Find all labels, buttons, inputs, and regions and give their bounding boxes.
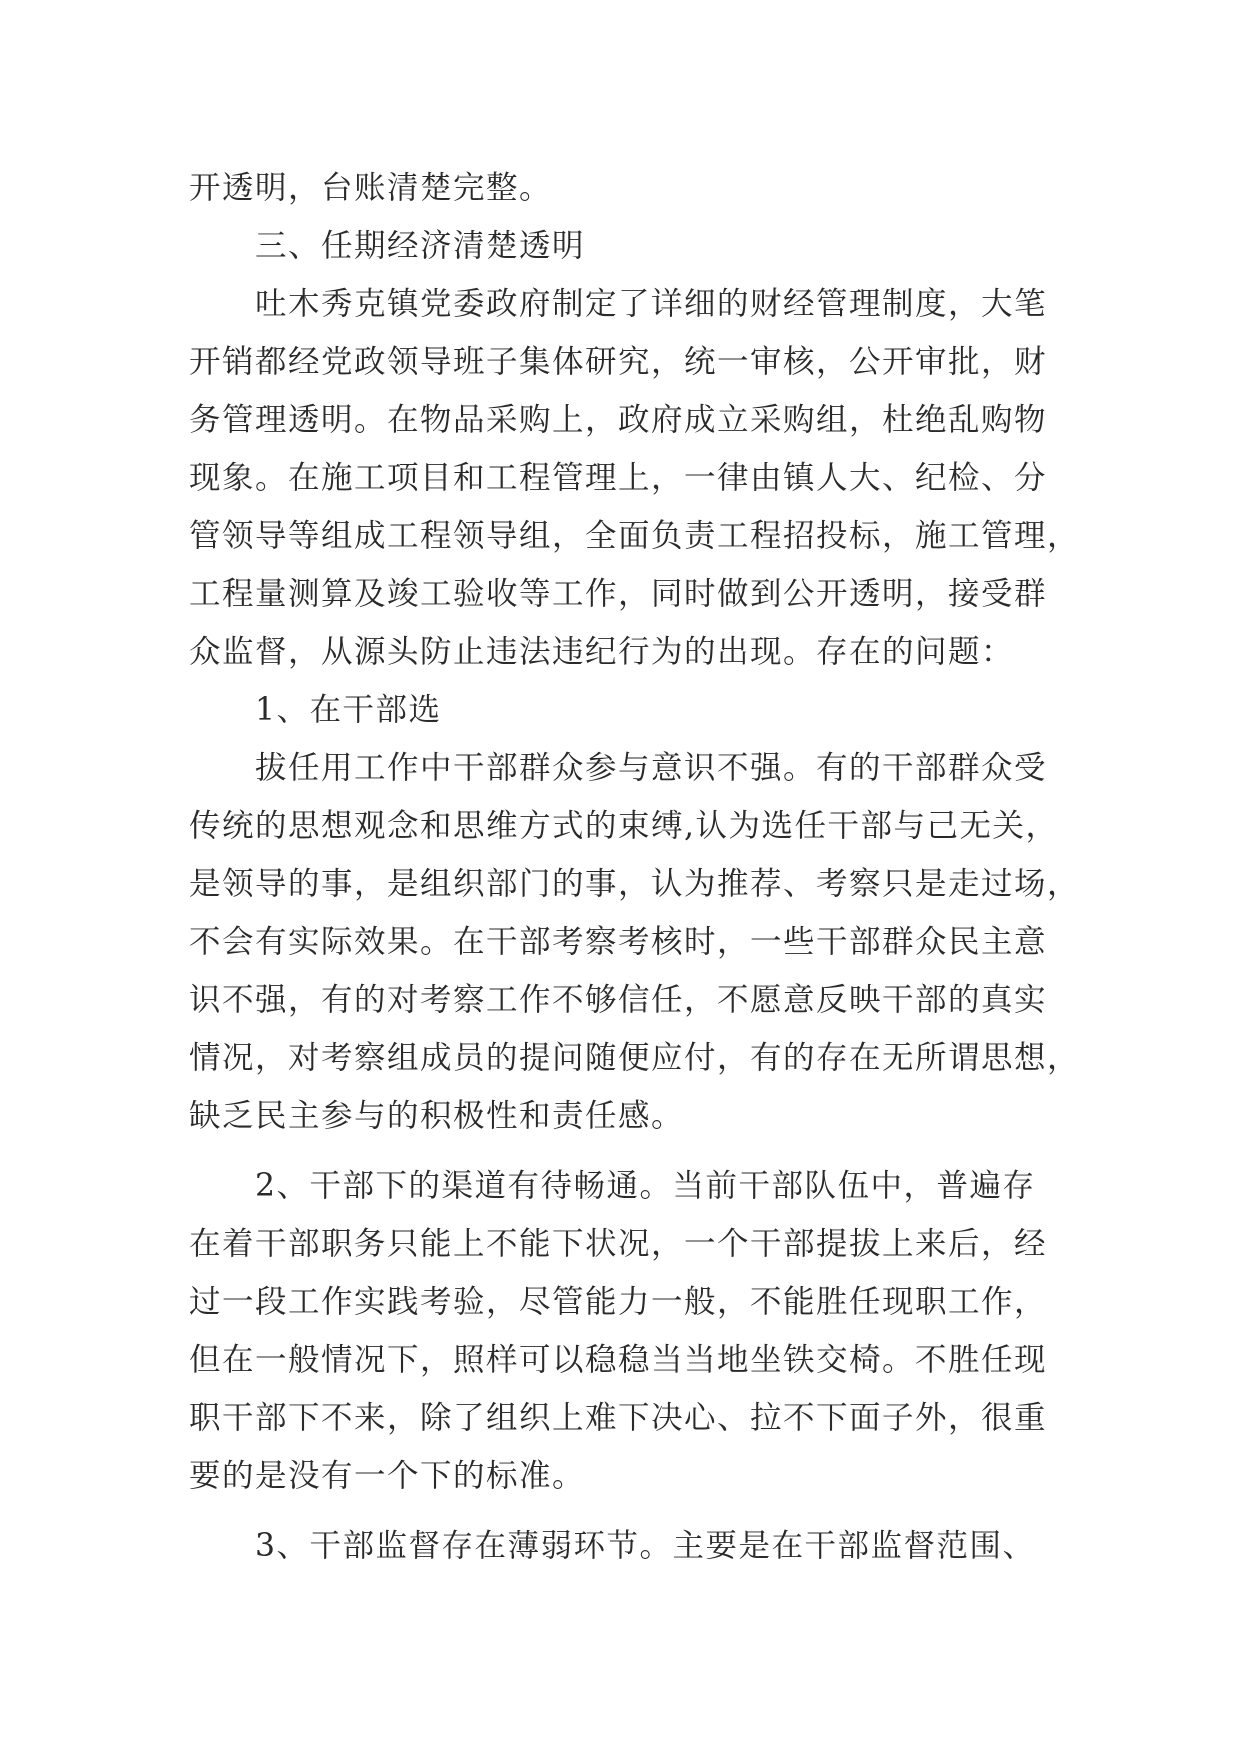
text-line: 开透明，台账清楚完整。 [189, 170, 553, 206]
text-line: 工程量测算及竣工验收等工作，同时做到公开透明，接受群 [189, 576, 1048, 612]
text-line: 3、干部监督存在薄弱环节。主要是在干部监督范围、 [255, 1528, 1036, 1564]
text-line: 职干部下不来，除了组织上难下决心、拉不下面子外，很重 [189, 1400, 1048, 1436]
text-line: 要的是没有一个下的标准。 [189, 1458, 586, 1494]
text-line: 不会有实际效果。在干部考察考核时，一些干部群众民主意 [189, 924, 1048, 960]
text-line: 过一段工作实践考验，尽管能力一般，不能胜任现职工作， [189, 1284, 1048, 1320]
text-line: 是领导的事，是组织部门的事，认为推荐、考察只是走过场， [189, 866, 1081, 902]
text-line: 传统的思想观念和思维方式的束缚,认为选任干部与己无关， [189, 808, 1059, 844]
text-line: 务管理透明。在物品采购上，政府成立采购组，杜绝乱购物 [189, 402, 1048, 438]
text-line: 缺乏民主参与的积极性和责任感。 [189, 1098, 685, 1134]
text-line: 三、任期经济清楚透明 [255, 228, 586, 264]
text-line: 识不强，有的对考察工作不够信任，不愿意反映干部的真实 [189, 982, 1048, 1018]
text-line: 但在一般情况下，照样可以稳稳当当地坐铁交椅。不胜任现 [189, 1342, 1048, 1378]
text-line: 现象。在施工项目和工程管理上，一律由镇人大、纪检、分 [189, 460, 1048, 496]
text-line: 开销都经党政领导班子集体研究，统一审核，公开审批，财 [189, 344, 1048, 380]
text-line: 吐木秀克镇党委政府制定了详细的财经管理制度，大笔 [255, 286, 1048, 322]
text-line: 众监督，从源头防止违法违纪行为的出现。存在的问题： [189, 634, 1015, 670]
text-line: 情况，对考察组成员的提问随便应付，有的存在无所谓思想， [189, 1040, 1081, 1076]
text-line: 管领导等组成工程领导组，全面负责工程招投标，施工管理， [189, 518, 1081, 554]
text-line: 2、干部下的渠道有待畅通。当前干部队伍中，普遍存 [255, 1168, 1036, 1204]
text-line: 在着干部职务只能上不能下状况，一个干部提拔上来后，经 [189, 1226, 1048, 1262]
text-line: 1、在干部选 [255, 692, 442, 728]
text-line: 拔任用工作中干部群众参与意识不强。有的干部群众受 [255, 750, 1048, 786]
document-body [189, 159, 1081, 1575]
